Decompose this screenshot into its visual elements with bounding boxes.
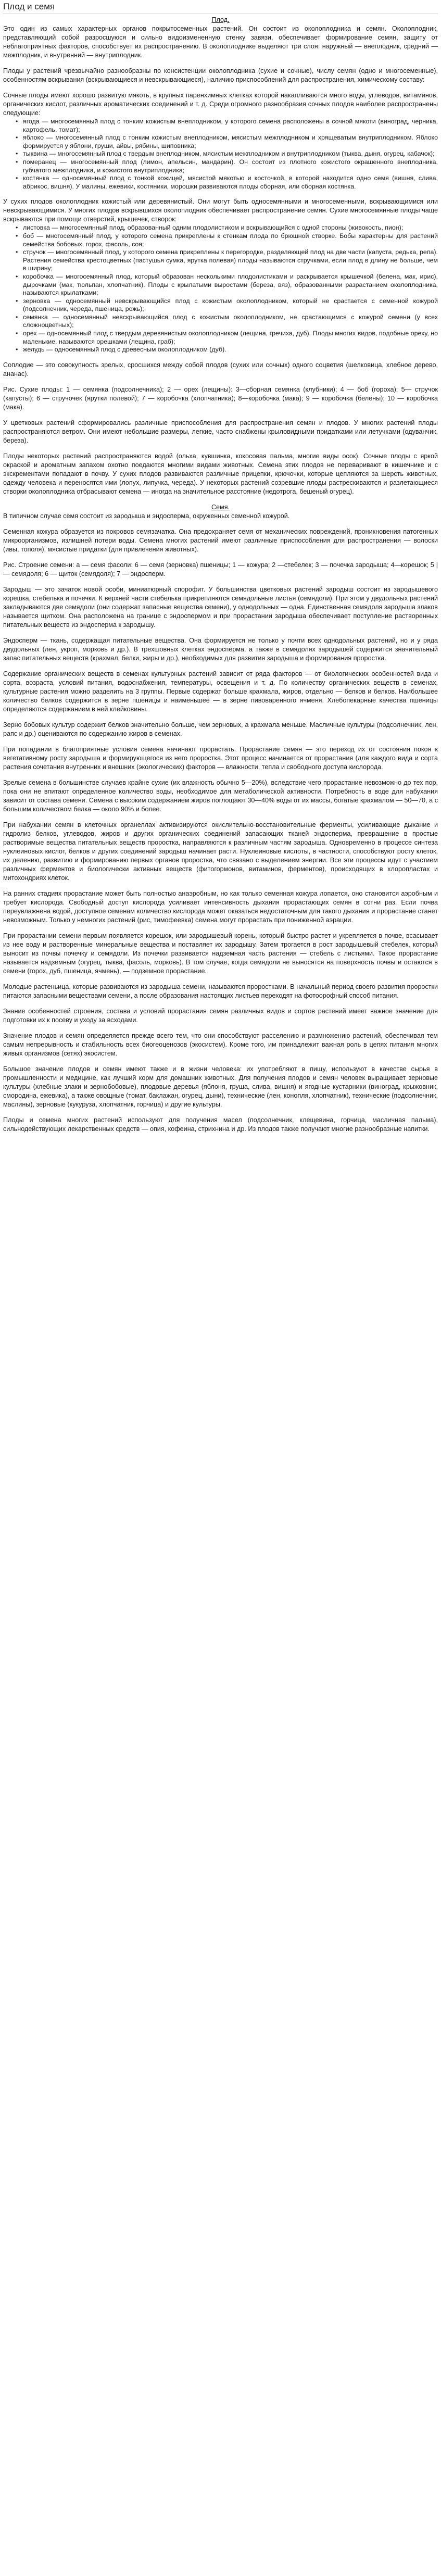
paragraph: Содержание органических веществ в семенах культурных растений зависит от ряда факторов — от биологических особенностей вида и сорта, возраста, условий питания, водоснабжения, температуры, освещения и т. д. По количеству органических веществ в семенах, культурные растения можно разделить на 3 группы. Первые содержат больше крахмала, жиров, отдельно — белков и белков. Наибольшее количество белков содержится в зерне пшеницы и наименьшее — в зерне пивоваренного ячменя. Хлебопекарные качества пшеницы определяются содержанием в ней клейковины. xyxy=(3,670,438,713)
paragraph: На ранних стадиях прорастание может быть полностью анаэробным, но как только семенная кожура лопается, оно становится аэробным и требует кислорода. Свободный доступ кислорода усиливает интенсивность дыхания прорастающих семян в сотни раз. Если почва переувлажнена водой, доступное семенам количество кислорода может оказаться недостаточным для такого дыхания и прорастание станет невозможным. Только у немногих растений (рис, тимофеевка) семена могут прорастать при пониженной аэрации. xyxy=(3,889,438,924)
paragraph: При прорастании семени первым появляется корешок, или зародышевый корень, который быстро растет и укрепляется в почве, всасывает из нее воду и растворенные минеральные вещества и поставляет их зародышу. Затем трогается в рост зародышевый стебелек, который выносит из почвы почечку и семядоли. Из почечки развивается надземная часть растения — стебель с листьями. Такое прорастание называется надземным (огурец, тыква, фасоль, морковь). В том случае, когда семядоли не выносятся на поверхность почвы и остаются в семени (горох, дуб, пшеница, ячмень), — подземное прорастание. xyxy=(3,932,438,975)
paragraph: У цветковых растений сформировались различные приспособления для распространения семян и плодов. У многих растений плоды распространяются ветром. Они имеют небольшие размеры, легкие, часто снабжены крыловидными придатками или летучками (одуванчик, береза). xyxy=(3,419,438,444)
list-item: • яблоко — многосемянный плод с тонким кожистым внеплодником, мясистым межплодником и хрящеватым внутриплодником. Яблоко формируется у яблони, груши, айвы, рябины, шиповника; xyxy=(3,134,438,150)
paragraph: Сочные плоды имеют хорошо развитую мякоть, в крупных паренхимных клетках которой накапливаются много воды, углеводов, витаминов, органических кислот, различных ароматических соединений и т. д. Среди огромного разнообразия сочных плодов наиболее распространены следующие: xyxy=(3,92,438,117)
document-title: Плод и семя xyxy=(3,1,438,14)
paragraph: Большое значение плодов и семян имеют также и в жизни человека: их употребляют в пищу, используют в качестве сырья в промышленности и медицине, как лучший корм для домашних животных. Для получения плодов и семян человек выращивает зерновые культуры (хлебные злаки и зернобобовые), плодовые деревья (яблоня, груша, слива, вишня) и ягодные кустарники (виноград, крыжовник, смородина, ежевика), а также овощные (томат, баклажан, огурец, дыни), технические (лен, конопля, хлопчатник), технические (подсолнечник, маслины), зерновые (кукуруза, хлопчатник, горчица) и другие культуры. xyxy=(3,1065,438,1108)
document-page xyxy=(0,0,441,1145)
section-heading-fruit: Плод. xyxy=(211,16,230,23)
list-item: • боб — многосемянный плод, у которого семена прикреплены к стенкам плода по брюшной створке. Бобы характерны для растений семейства бобовых, горох, фасоль, соя; xyxy=(3,232,438,248)
figure-caption: Рис. Строение семени: а — семя фасоли: 6 — семя (зерновка) пшеницы; 1 — кожура; 2 —стебелек; 3 — почечка зародыша; 4—корешок; 5 |— семядоля; 6 — щиток (семядоля); 7 — эндосперм. xyxy=(3,561,438,577)
list-item: • листовка — многосемянный плод, образованный одним плодолистиком и вскрывающийся с одной стороны (живокость, пион); xyxy=(3,224,438,232)
paragraph: Зрелые семена в большинстве случаев крайне сухие (их влажность обычно 5—20%), вследствие чего прорастание невозможно до тех пор, пока они не впитают определенное количество воды, необходимое для метаболической активности. Потребность в воде для набухания зависит от состава семени. Семена с высоким содержанием жиров поглощают 30—40% воды от их массы, богатые крахмалом — 50—70, а с большим количеством белка — около 90% и более. xyxy=(3,778,438,813)
list-item: • семянка — односемянный невскрывающийся плод с кожистым околоплодником, не срастающимся с кожурой семени (у всех сложноцветных); xyxy=(3,313,438,330)
list-item: • ягода — многосемянный плод с тонким кожистым внеплодником, у которого семена расположены в сочной мякоти (виноград, черника, картофель, томат); xyxy=(3,118,438,134)
paragraph: У сухих плодов околоплодник кожистый или деревянистый. Они могут быть односемянными и многосеменными, вскрывающимися или невскрывающимися. У многих плодов вскрывшихся околоплодник обеспечивает распространение семян. Сухие многосемянные плоды чаще вскрываются при помощи отверстий, крышечек, створок: xyxy=(3,198,438,223)
list-item: • желудь — односемянный плод с древесным околоплодником (дуб). xyxy=(3,346,438,354)
paragraph: При набухании семян в клеточных органеллах активизируются окислительно-восстановительные ферменты, усиливающие дыхание и гидролиз белков, углеводов, жиров и других органических соединений запасающих тканей эндосперма, превращение в простые растворимые вещества питательных веществ проростка, направляются к различным частям зародыша. Одновременно в процессе синтеза нуклеиновых кислот, белков и других соединений зародыш начинает расти. Нуклеиновые кислоты, в частности, способствуют росту клеток, их делению, развитию и формированию первых органов проростка, что связано с выделением энергии. Все эти процессы идут с участием различных ферментов и биологически активных веществ (фитогормонов, витаминов, ферментов), происходящих в хлоропластах и митохондриях клеток. xyxy=(3,821,438,882)
list-item: • стручок — многосемянный плод, у которого семена прикреплены к перегородке, разделяющей плод на две части (капуста, редька, репа). Растения семейства крестоцветных (пастушья сумка, ярутка полевая) плоды называются стручками, если плод в длину не больше, чем в ширину; xyxy=(3,248,438,273)
paragraph: Зародыш — это зачаток новой особи, миниатюрный спорофит. У большинства цветковых растений зародыш состоит из зародышевого корешка, стебелька и почечки. К верхней части стебелька прикрепляются семядольные листья (семядоли). При этом у двудольных растений закладываются две семядоли (они содержат запасные вещества семени), у однодольных — одна. Единственная семядоля зародыша злаков называется щитком. Она расположена на границе с эндоспермом и при прорастании зародыша обеспечивает поступление растворенных питательных веществ из эндосперма к зародышу. xyxy=(3,585,438,629)
list-item: • померанец — многосемянный плод (лимон, апельсин, мандарин). Он состоит из плотного кожистого окрашенного внеплодника, губчатого межплодника, и кожистого внутриплодника; xyxy=(3,158,438,174)
paragraph: Семенная кожура образуется из покровов семязачатка. Она предохраняет семя от механических повреждений, проникновения патогенных микроорганизмов, излишней потери воды. Семена многих растений имеют различные приспособления для распространения — волоски (ивы, тополя), мясистые придатки (для привлечения животных). xyxy=(3,527,438,553)
paragraph: Эндосперм — ткань, содержащая питательные вещества. Она формируется не только у почти всех однодольных растений, но и у ряда двудольных (лен, укроп, морковь и др.). В трехшовных клетках эндосперма, а также в семядолях зародышей содержится значительный запас питательных веществ (крахмал, белки, жиры и др.), необходимых для развития зародыша и формирования проростка. xyxy=(3,636,438,662)
paragraph: Плоды и семена многих растений используют для получения масел (подсолнечник, клещевина, горчица, масличная пальма), сильнодействующих лекарственных средств — опия, кофеина, стрихнина и др. Из плодов также получают многие разнообразные напитки. xyxy=(3,1116,438,1133)
paragraph: Молодые растеньица, которые развиваются из зародыша семени, называются проростками. В начальный период своего развития проростки питаются запасными веществами семени, а после образования настоящих листьев переходят на фотоорофный способ питания. xyxy=(3,983,438,999)
paragraph: Зерно бобовых культур содержит белков значительно больше, чем зерновых, а крахмала меньше. Масличные культуры (подсолнечник, лен, рапс и др.) оцениваются по содержанию жиров в семенах. xyxy=(3,721,438,737)
paragraph: Плоды некоторых растений распространяются водой (ольха, кувшинка, кокосовая пальма, многие виды осок). Сочные плоды с яркой окраской и ароматным запахом охотно поедаются многими видами животных. Семена этих плодов не переваривают в кишечнике и с экскрементами попадают в почву. У сухих плодов развиваются различные прицепки, крючочки, которые цепляются за шерсть животных, одежду человека и переносятся ими (лопух, липучка, череда). У некоторых растений созревшие плоды растрескиваются и разлетающиеся створки околоплодника отбрасывают семена — иногда на значительное расстояние (недотрога, бешеный огурец). xyxy=(3,452,438,495)
paragraph: В типичном случае семя состоит из зародыша и эндосперма, окруженных семенной кожурой. xyxy=(3,512,290,520)
section-heading-seed: Семя. xyxy=(211,503,230,511)
paragraph: Соплодие — это совокупность зрелых, сросшихся между собой плодов (сухих или сочных) одного соцветия (шелковица, хлебное дерево, ананас). xyxy=(3,361,438,378)
juicy-fruits-list xyxy=(3,118,438,191)
list-item: • зерновка — односемянный невскрывающийся плод с кожистым околоплодником, который не срастается с семенной кожурой (подсолнечник, череда, пшеница, рожь); xyxy=(3,297,438,313)
list-item: • тыквина — многосемянный плод с твердым внеплодником, мясистым межплодником и внутриплодником (тыква, дыня, огурец, кабачок); xyxy=(3,150,438,158)
paragraph: Это один из самых характерных органов покрытосеменных растений. Он состоит из околоплодника и семян. Околоплодник, представляющий собой разросшуюся и сильно видоизмененную стенку завязи, обеспечивает формирование семян, защиту от неблагоприятных факторов, способствует их распространению. В околоплоднике выделяют три слоя: наружный — внеплодник, средний — межплодник, и внутренний — внутриплодник. xyxy=(3,25,438,59)
list-item: • орех — односемянный плод с твердым деревянистым околоплодником (лещина, гречиха, дуб). Плоды многих видов, подобные ореху, но маленькие, называются орешками (лещина, граб); xyxy=(3,330,438,346)
list-item: • костянка — односемянный плод с тонкой кожицей, мясистой мякотью и косточкой, в которой находится одно семя (вишня, слива, абрикос, вишня). У малины, ежевики, костяники, морошки развиваются плоды сборная, или сборная костянка. xyxy=(3,174,438,191)
paragraph: Значение плодов и семян определяется прежде всего тем, что они способствуют расселению и размножению растений, обеспечивая тем самым непрерывность и стабильность всех биогеоценозов (экосистем). Кроме того, им принадлежит важная роль в цепях питания многих живых организмов (сетях) экосистем. xyxy=(3,1032,438,1057)
paragraph: Плоды у растений чрезвычайно разнообразны по консистенции околоплодника (сухие и сочные), числу семян (одно и многосеменные), особенностям вскрывания (вскрывающиеся и невскрывающиеся), наличию приспособлений для распространения, химическому составу: xyxy=(3,67,438,83)
paragraph: При попадании в благоприятные условия семена начинают прорастать. Прорастание семян — это переход их от состояния покоя к вегетативному росту зародыша и формирующегося из него проростка. Этот процесс начинается от прорастания (для каждого вида и сорта растения сочетания внутренних и внешних (экологических) факторов — влажности, тепла и свободного доступа кислорода. xyxy=(3,745,438,771)
paragraph: Знание особенностей строения, состава и условий прорастания семян различных видов и сортов растений имеет важное значение для подготовки их к посеву и уходу за всходами. xyxy=(3,1007,438,1024)
figure-caption: Рис. Сухие плоды: 1 — семянка (подсолнечника); 2 — орех (лещины): 3—сборная семянка (клубники); 4 — боб (гороха); 5— стручок (капусты); 6 — стручочек (ярутки полевой); 7 — коробочка (хлопчатника); 8—коробочка (мака); 9 — коробочка (белены); 10 — коробочка (мака). xyxy=(3,385,438,411)
dry-fruits-list xyxy=(3,224,438,354)
list-item: • коробочка — многосемянный плод, который образован несколькими плодолистиками и раскрывается крышечкой (белена, мак, ирис), дырочками (мак, тюльпан, хлопчатник). Плоды с крылатыми выростами (береза, вяз), образованными разрастанием околоплодника, называются крылатками; xyxy=(3,273,438,297)
